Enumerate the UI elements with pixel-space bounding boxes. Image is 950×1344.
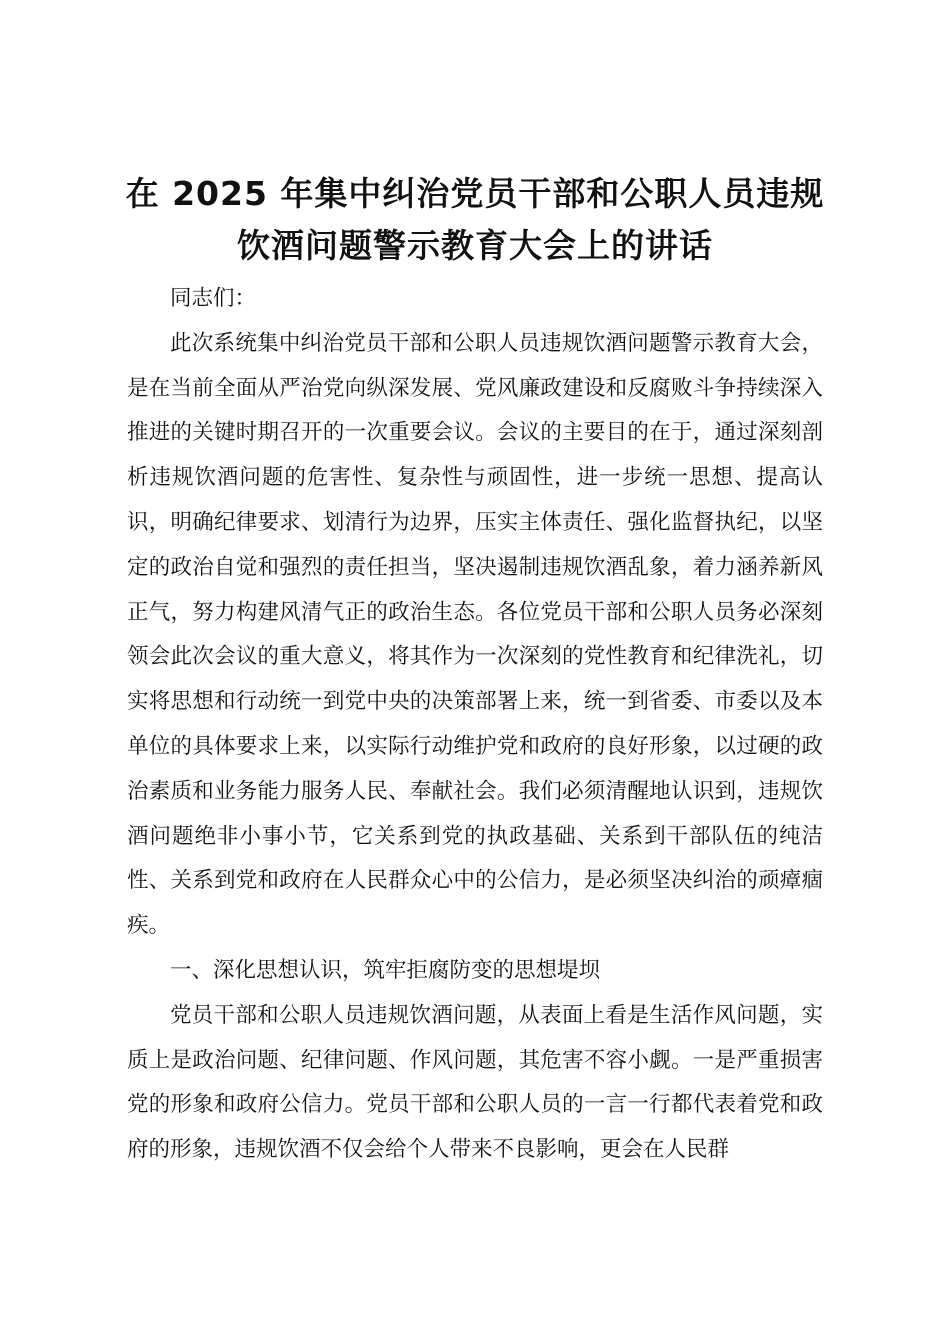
document-title xyxy=(112,168,838,272)
title-line-2: 饮酒问题警示教育大会上的讲话 xyxy=(237,226,713,265)
intro-paragraph: 此次系统集中纠治党员干部和公职人员违规饮酒问题警示教育大会，是在当前全面从严治党向纵深发展、党风廉政建设和反腐败斗争持续深入推进的关键时期召开的一次重要会议。会议的主要目的在于，通过深刻剖析违规饮酒问题的危害性、复杂性与顽固性，进一步统一思想、提高认识，明确纪律要求、划清行为边界，压实主体责任、强化监督执纪，以坚定的政治自觉和强烈的责任担当，坚决遏制违规饮酒乱象，着力涵养新风正气，努力构建风清气正的政治生态。各位党员干部和公职人员务必深刻领会此次会议的重大意义，将其作为一次深刻的党性教育和纪律洗礼，切实将思想和行动统一到党中央的决策部署上来，统一到省委、市委以及本单位的具体要求上来，以实际行动维护党和政府的良好形象，以过硬的政治素质和业务能力服务人民、奉献社会。我们必须清醒地认识到，违规饮酒问题绝非小事小节，它关系到党的执政基础、关系到干部队伍的纯洁性、关系到党和政府在人民群众心中的公信力，是必须坚决纠治的顽瘴痼疾。 xyxy=(127,330,823,939)
section-heading: 一、深化思想认识，筑牢拒腐防变的思想堤坝 xyxy=(170,957,601,983)
title-line-1: 在 2025 年集中纠治党员干部和公职人员违规 xyxy=(125,174,825,213)
salutation: 同志们： xyxy=(170,286,257,311)
section-paragraph: 党员干部和公职人员违规饮酒问题，从表面上看是生活作风问题，实质上是政治问题、纪律问题、作风问题，其危害不容小觑。一是严重损害党的形象和政府公信力。党员干部和公职人员的一言一行都代表着党和政府的形象，违规饮酒不仅会给个人带来不良影响，更会在人民群 xyxy=(127,1002,823,1163)
document-body xyxy=(127,277,823,1173)
